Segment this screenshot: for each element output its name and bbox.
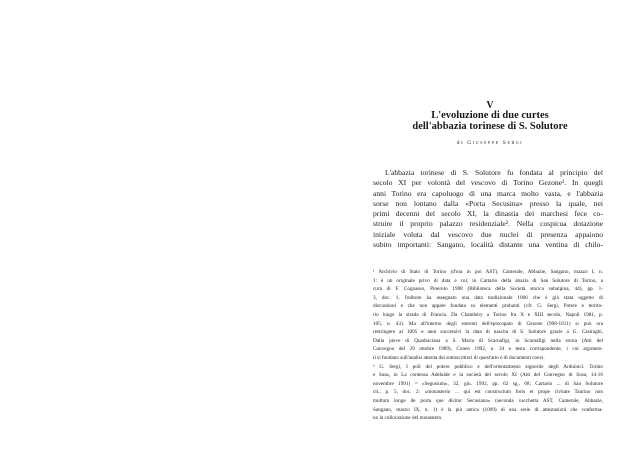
chapter-number: V — [486, 100, 494, 111]
body-line: L'abbazia torinese di S. Solutore fu fondata al principio del — [385, 168, 603, 177]
footnote-line: Dalla pieve di Quadraciana a S. Maria di Scarnafigi, in Scarnafigi nella storia (Atti del — [373, 337, 603, 344]
body-line: primi decenni del secolo XI, la dinastia dei marchesi fece co- — [373, 209, 603, 219]
title-line: L'evoluzione di due curtes — [431, 110, 549, 121]
footnote-line: novembre 1991) = «Segusium», 32, giu. 1992, pp. 62 sg., 68; Cartario ... di San Solutore — [373, 380, 603, 387]
footnote-line: discussioni e che non appare fondata su elementi probanti (cfr. G. Sergi, Potere e territo- — [373, 303, 603, 310]
footnote-line: cura di F. Cognasso, Pinerolo 1908 (Biblioteca della Società storica subalpina, 44), pp. 1- — [373, 286, 603, 293]
footnote-line: rio lungo la strada di Francia. Da Chambéry a Torino fra X e XIII secolo, Napoli 1981, p. — [373, 311, 603, 318]
footnote-line: 1: è un originale privo di data e col, in Cartario della abazia di San Solutore di Torino, a — [373, 277, 603, 284]
footnotes — [373, 268, 603, 423]
body-line: sorse non lontano dalla «Porta Secusina» presso la quale, nei — [373, 198, 603, 208]
footnote-line: ti si fondano sull'analisi attenta dei sottoscrittori di quest'atto e di documenti coevi. — [373, 354, 545, 361]
body-line: anni Torino era capoluogo di una marca molto vasta, e l'abbazia — [373, 188, 603, 198]
footnote-line: ² G. Sergi, I poli del potere pubblico e dell'orientamento signorile degli Arduinici: Torino — [373, 363, 603, 370]
chapter-title — [360, 111, 620, 132]
footnote-line: no la collocazione del monastero. — [373, 415, 443, 422]
footnote-line: multum longe de porta que dicitur Secusiana» (seconda vacchetta AST, Camerale, Abbazie, — [373, 397, 603, 404]
title-line: dell'abbazia torinese di S. Solutore — [412, 120, 568, 132]
footnote-line: 3, doc. 1, l'editore ha assegnato una data tradizionale 1006 che è già stata oggetto di — [373, 294, 603, 301]
author-prefix: di — [456, 140, 465, 146]
body-line: subito importanti: Sangano, località distante una ventina di chilo- — [373, 240, 603, 250]
footnote-line: restringere al 1005 e anni successivi la data di nascita di S. Solutore grazie a G. Casiraghi, — [373, 329, 603, 336]
footnote-line: 105, n. 43). Ma all'interno degli estremi dell'episcopato di Gezone (998-1011) si può ora — [373, 320, 603, 327]
footnote-line: e Susa, in La contessa Adelaide e la società del secolo XI (Atti del Convegno di Susa, 14-16 — [373, 372, 603, 379]
footnote — [373, 268, 603, 363]
author-name: Giuseppe Sergi — [467, 140, 524, 146]
author-byline — [360, 140, 620, 146]
footnote-line: Convegno del 29 ottobre 1989), Cuneo 1992, n. 34 e testo corrispondente, i cui argomen- — [373, 346, 603, 353]
body-line: iniziale voluta dal vescovo due nuclei di presenza appaiono — [373, 229, 603, 239]
body-text — [373, 168, 603, 250]
body-line: struire il proprio palazzo residenziale². Nella cospicua dotazione — [373, 219, 603, 229]
footnote-line: Sangano, mazzo IX, n. 1) è la più antica (1009) di una serie di attestazioni che conferma- — [373, 406, 603, 413]
footnote — [373, 363, 603, 423]
footnote-line: cit., p. 5, doc. 2: «monasterio ... qui est constructum foris et prope civitate Taurino non — [373, 389, 603, 396]
footnote-line: ¹ Archivio di Stato di Torino (d'ora in poi AST), Camerale, Abbazie, Sangano, mazzo I, n. — [373, 269, 603, 275]
body-line: secolo XI per volontà del vescovo di Torino Gezone¹. In quegli — [373, 178, 603, 188]
